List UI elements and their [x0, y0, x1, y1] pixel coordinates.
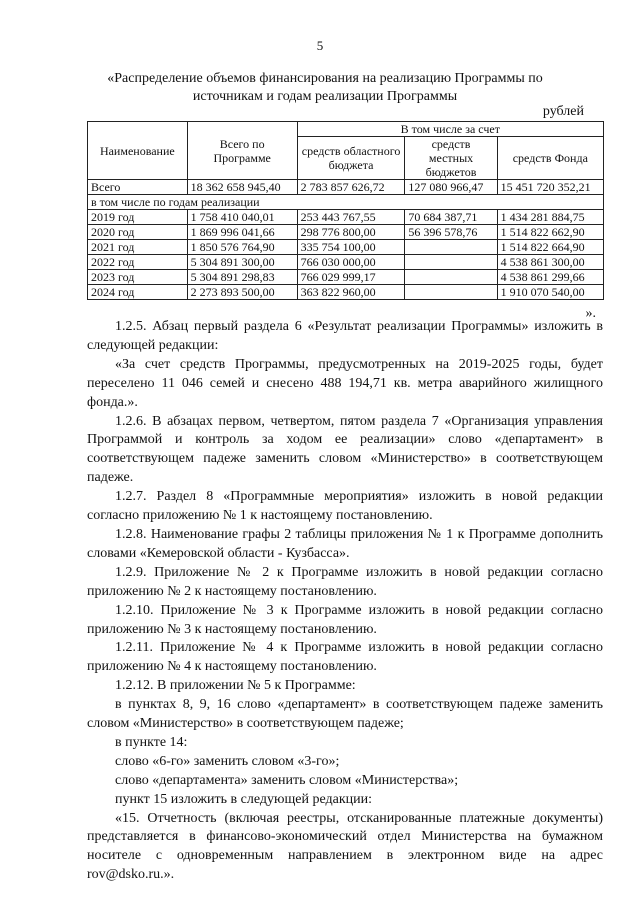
cell-local [405, 270, 497, 285]
cell-total: 5 304 891 300,00 [187, 255, 297, 270]
paragraph: 1.2.8. Наименование графы 2 таблицы приложения № 1 к Программе дополнить словами «Кемеровской области - Кузбасса». [87, 526, 603, 561]
header-name: Наименование [88, 122, 188, 180]
paragraph: пункт 15 изложить в следующей редакции: [115, 791, 372, 807]
paragraph: в пунктах 8, 9, 16 слово «департамент» в соответствующем падеже заменить словом «Министерство» в соответствующем падеже; [87, 697, 603, 732]
cell-total: 1 850 576 764,90 [187, 240, 297, 255]
paragraph: 1.2.7. Раздел 8 «Программные мероприятия» изложить в новой редакции согласно приложению № 1 к настоящему постановлению. [87, 489, 603, 524]
header-group: В том числе за счет [297, 122, 603, 137]
cell-local: 56 396 578,76 [405, 225, 497, 240]
paragraph: слово «6-го» заменить словом «3-го»; [115, 753, 340, 769]
cell-total: 2 273 893 500,00 [187, 285, 297, 300]
cell-total: 18 362 658 945,40 [187, 180, 297, 195]
cell-label: 2019 год [88, 210, 188, 225]
paragraph: 1.2.11. Приложение № 4 к Программе изложить в новой редакции согласно приложению № 4 к настоящему постановлению. [87, 640, 603, 675]
table-row [88, 270, 604, 285]
table-row [88, 240, 604, 255]
header-fund: средств Фонда [497, 137, 603, 180]
cell-regional: 298 776 800,00 [297, 225, 405, 240]
table-header-row [88, 122, 604, 137]
cell-regional: 766 029 999,17 [297, 270, 405, 285]
paragraph: слово «департамента» заменить словом «Министерства»; [115, 772, 459, 788]
cell-total: 1 758 410 040,01 [187, 210, 297, 225]
cell-label: 2022 год [88, 255, 188, 270]
cell-fund: 1 514 822 664,90 [497, 240, 603, 255]
cell-regional: 335 754 100,00 [297, 240, 405, 255]
table-row-caption [88, 195, 604, 210]
cell-local: 70 684 387,71 [405, 210, 497, 225]
cell-local [405, 255, 497, 270]
cell-regional: 363 822 960,00 [297, 285, 405, 300]
cell-regional: 766 030 000,00 [297, 255, 405, 270]
cell-regional: 253 443 767,55 [297, 210, 405, 225]
paragraph: 1.2.9. Приложение № 2 к Программе изложить в новой редакции согласно приложению № 2 к настоящему постановлению. [87, 564, 603, 599]
paragraph: 1.2.10. Приложение № 3 к Программе изложить в новой редакции согласно приложению № 3 к настоящему постановлению. [87, 602, 603, 637]
paragraph: в пункте 14: [115, 734, 188, 750]
cell-total: 1 869 996 041,66 [187, 225, 297, 240]
cell-regional: 2 783 857 626,72 [297, 180, 405, 195]
cell-label: 2020 год [88, 225, 188, 240]
paragraph: «15. Отчетность (включая реестры, отсканированные платежные документы) представляется в финансово-экономический отдел Министерства на бумажном носителе с одновременным направлением в электронном виде на адрес rov@dsko.ru.». [87, 810, 603, 883]
table-row [88, 255, 604, 270]
cell-local: 127 080 966,47 [405, 180, 497, 195]
cell-label: 2023 год [88, 270, 188, 285]
table-row [88, 210, 604, 225]
years-caption: в том числе по годам реализации [88, 195, 604, 210]
header-regional: средств областного бюджета [297, 137, 405, 180]
document-body [87, 318, 603, 885]
table-row [88, 225, 604, 240]
table-closing-quote: ». [585, 306, 596, 321]
cell-label: 2024 год [88, 285, 188, 300]
page-number: 5 [316, 38, 324, 53]
header-total: Всего по Программе [187, 122, 297, 180]
cell-total: 5 304 891 298,83 [187, 270, 297, 285]
unit-label: рублей [542, 104, 584, 119]
financing-table [87, 121, 604, 300]
table-row [88, 285, 604, 300]
cell-fund: 15 451 720 352,21 [497, 180, 603, 195]
table-row-total [88, 180, 604, 195]
table-title: «Распределение объемов финансирования на реализацию Программы по источникам и годам реализации Программы [107, 71, 543, 104]
cell-fund: 1 514 822 662,90 [497, 225, 603, 240]
header-local: средств местных бюджетов [405, 137, 497, 180]
cell-fund: 4 538 861 300,00 [497, 255, 603, 270]
cell-local [405, 285, 497, 300]
cell-local [405, 240, 497, 255]
cell-fund: 1 910 070 540,00 [497, 285, 603, 300]
cell-label: 2021 год [88, 240, 188, 255]
paragraph: 1.2.5. Абзац первый раздела 6 «Результат реализации Программы» изложить в следующей редакции: [87, 319, 603, 353]
paragraph: 1.2.6. В абзацах первом, четвертом, пятом раздела 7 «Организация управления Программой и контроль за ходом ее реализации» слово «департамент» в соответствующем падеже заменить словом «Министерство» в соответствующем падеже. [87, 413, 603, 486]
cell-fund: 4 538 861 299,66 [497, 270, 603, 285]
cell-fund: 1 434 281 884,75 [497, 210, 603, 225]
cell-label: Всего [88, 180, 188, 195]
paragraph: «За счет средств Программы, предусмотренных на 2019-2025 годы, будет переселено 11 046 семей и снесено 488 194,71 кв. метра аварийного жилищного фонда.». [87, 356, 603, 410]
paragraph: 1.2.12. В приложении № 5 к Программе: [115, 678, 356, 694]
